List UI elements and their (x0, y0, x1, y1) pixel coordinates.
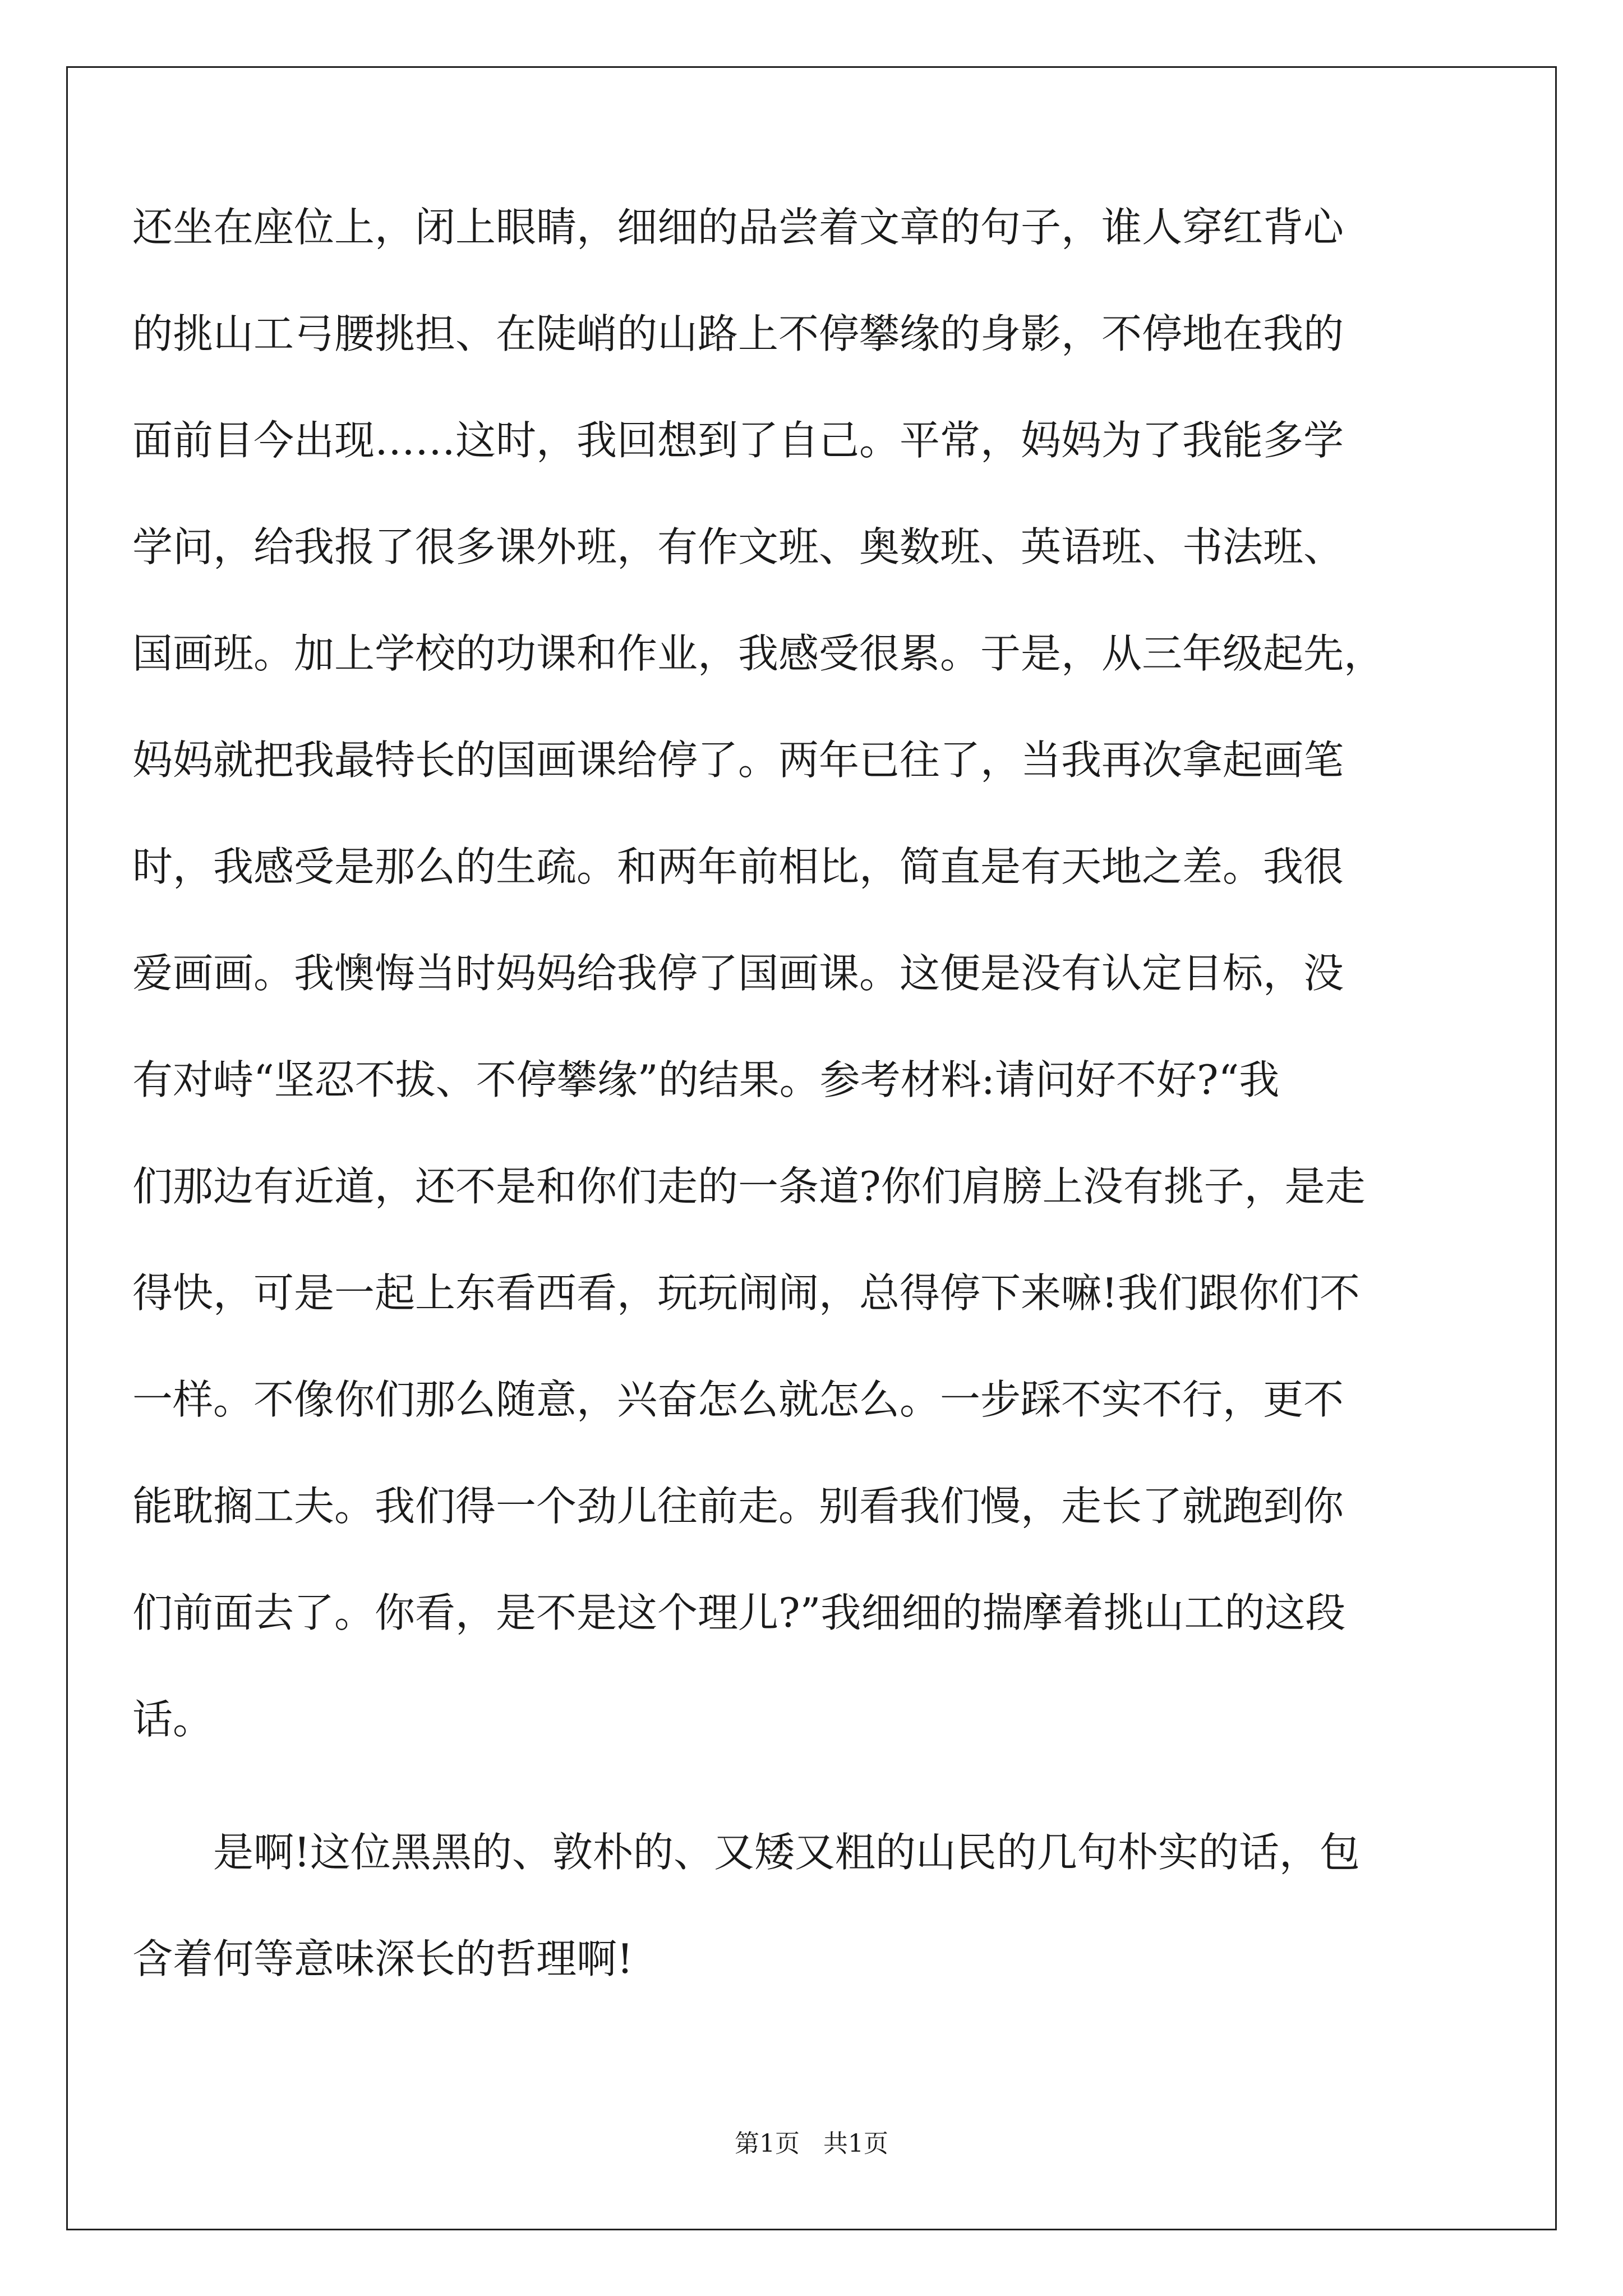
text-line: 有对峙“坚忍不拔、不停攀缘”的结果。参考材料:请问好不好?“我 (132, 1056, 1280, 1103)
text-line: 一样。不像你们那么随意，兴奋怎么就怎么。一步踩不实不行，更不 (132, 1376, 1344, 1423)
page-number-footer: 第1页 共1页 (735, 2129, 888, 2158)
text-line: 学问，给我报了很多课外班，有作文班、奥数班、英语班、书法班、 (132, 523, 1344, 570)
text-line: 国画班。加上学校的功课和作业，我感受很累。于是，从三年级起先， (132, 630, 1385, 677)
text-line: 话。 (132, 1696, 214, 1743)
page-border (66, 66, 1557, 2230)
text-line: 们那边有近道，还不是和你们走的一条道?你们肩膀上没有挑子，是走 (132, 1163, 1366, 1210)
text-line: 面前目今出现……这时，我回想到了自己。平常，妈妈为了我能多学 (132, 417, 1344, 464)
text-line: 爱画画。我懊悔当时妈妈给我停了国画课。这便是没有认定目标，没 (132, 950, 1344, 997)
text-line: 们前面去了。你看，是不是这个理儿?”我细细的揣摩着挑山工的这段 (132, 1589, 1346, 1636)
text-line: 是啊!这位黑黑的、敦朴的、又矮又粗的山民的几句朴实的话，包 (213, 1829, 1360, 1876)
text-line: 的挑山工弓腰挑担、在陡峭的山路上不停攀缘的身影，不停地在我的 (132, 310, 1344, 357)
text-line: 还坐在座位上，闭上眼睛，细细的品尝着文章的句子，谁人穿红背心 (132, 204, 1344, 251)
text-line: 能耽搁工夫。我们得一个劲儿往前走。别看我们慢，走长了就跑到你 (132, 1483, 1344, 1530)
text-line: 妈妈就把我最特长的国画课给停了。两年已往了，当我再次拿起画笔 (132, 737, 1344, 784)
text-line: 得快，可是一起上东看西看，玩玩闹闹，总得停下来嘛!我们跟你们不 (132, 1269, 1360, 1317)
text-line: 含着何等意味深长的哲理啊! (132, 1935, 633, 1982)
text-line: 时，我感受是那么的生疏。和两年前相比，简直是有天地之差。我很 (132, 843, 1344, 890)
